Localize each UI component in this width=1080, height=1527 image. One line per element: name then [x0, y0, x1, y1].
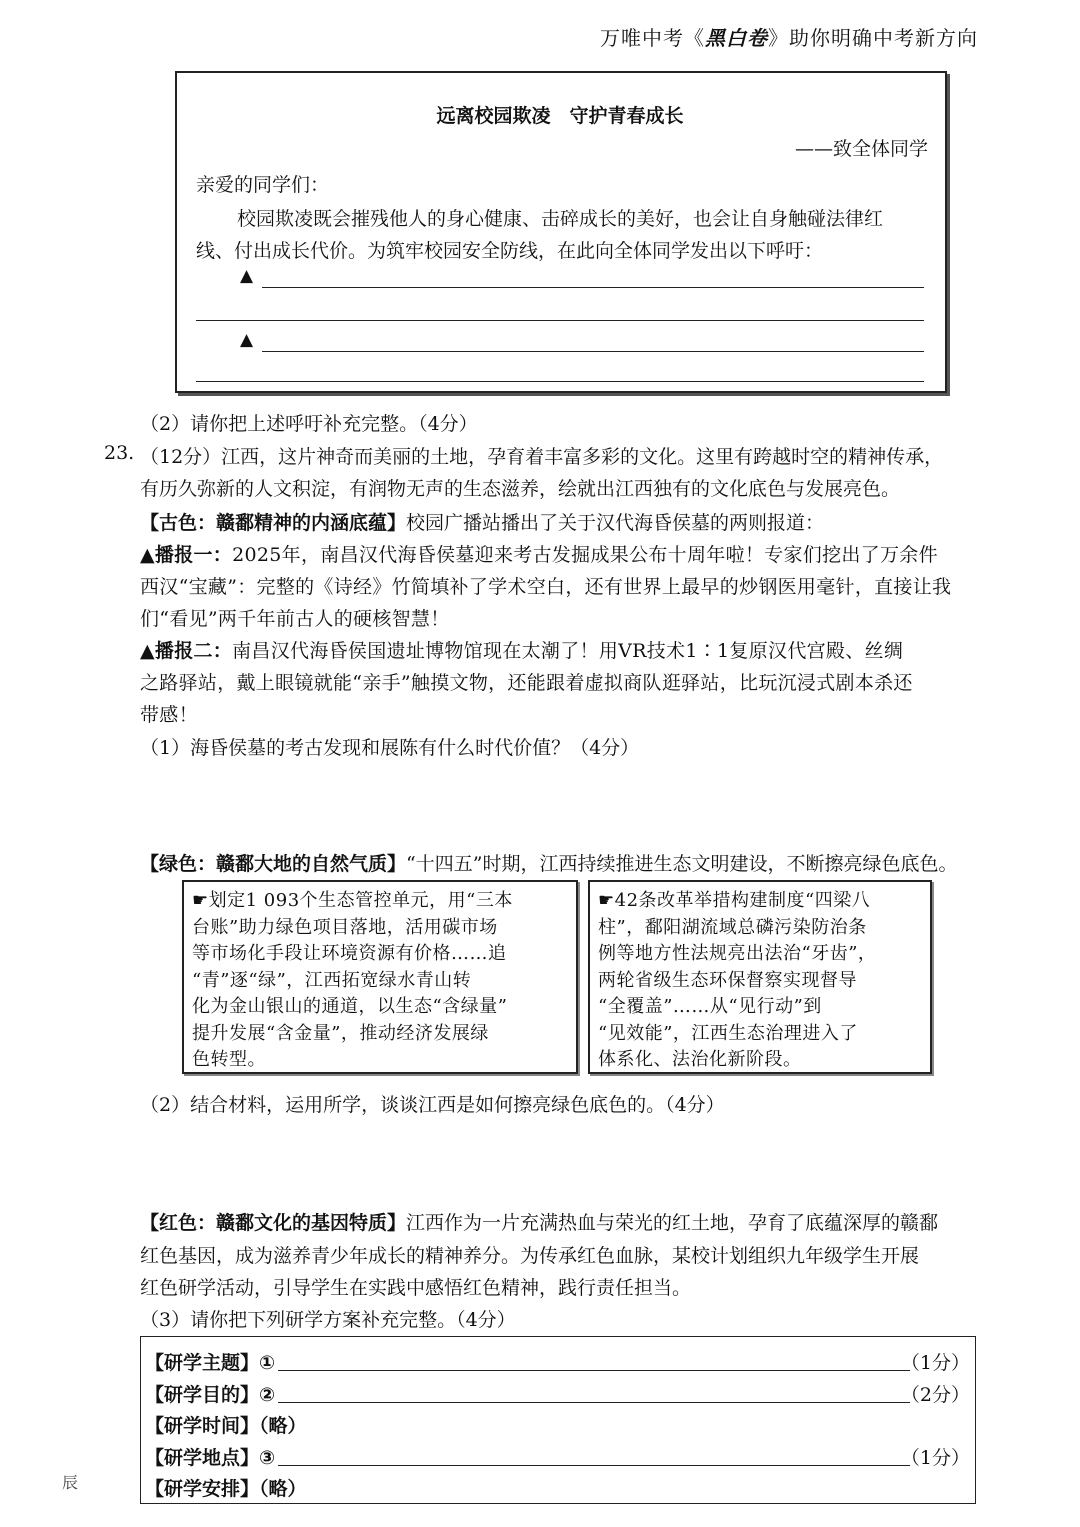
plan-purpose-score: （2分） [900, 1384, 970, 1406]
letter-title: 远离校园欺凌 守护青春成长 [436, 105, 684, 127]
question-23-1: （1）海昏侯墓的考古发现和展陈有什么时代价值？（4分） [140, 737, 640, 759]
broadcast-1-label: ▲播报一： [140, 544, 233, 566]
section-lv [140, 849, 957, 876]
broadcast-2-text: 南昌汉代海昏侯国遗址博物馆现在太潮了！用VR技术1∶1复原汉代宫殿、丝绸 [232, 640, 904, 662]
question-22-2: （2）请你把上述呼吁补充完整。（4分） [140, 413, 478, 435]
section-hong-heading: 【红色：赣鄱文化的基因特质】 [140, 1212, 407, 1234]
section-gu-heading: 【古色：赣鄱精神的内涵底蕴】 [140, 512, 407, 534]
material-right-line: 柱”，鄱阳湖流域总磷污染防治条 [598, 916, 867, 938]
letter-body-line2: 线、付出成长代价。为筑牢校园安全防线，在此向全体同学发出以下呼吁： [196, 240, 824, 262]
answer-line-2[interactable] [196, 320, 924, 321]
section-lv-text: “十四五”时期，江西持续推进生态文明建设，不断擦亮绿色底色。 [406, 853, 958, 875]
material-right-line: “全覆盖”……从“见行动”到 [598, 996, 822, 1017]
material-right-line: “见效能”，江西生态治理进入了 [598, 1022, 858, 1044]
section-hong-line2: 红色基因，成为滋养青少年成长的精神养分。为传承红色血脉，某校计划组织九年级学生开展 [140, 1245, 920, 1267]
material-right-line: 体系化、法治化新阶段。 [598, 1049, 802, 1070]
material-right-line: 例等地方性法规亮出法治“牙齿”， [598, 943, 877, 964]
plan-row-purpose: 【研学目的】② [145, 1384, 276, 1406]
section-gu [140, 508, 824, 535]
plan-theme-score: （1分） [900, 1352, 970, 1374]
plan-theme-answer-line[interactable] [278, 1370, 910, 1371]
q23-intro-line1: （12分）江西，这片神奇而美丽的土地，孕育着丰富多彩的文化。这里有跨越时空的精神传承， [140, 446, 944, 468]
broadcast-2-line3: 带感！ [140, 704, 198, 726]
plan-row-arrangement: 【研学安排】（略） [145, 1478, 307, 1500]
section-hong-line3: 红色研学活动，引导学生在实践中感悟红色精神，践行责任担当。 [140, 1277, 692, 1299]
answer-line-4[interactable] [196, 381, 924, 382]
question-23-3: （3）请你把下列研学方案补充完整。（4分） [140, 1309, 516, 1331]
letter-salutation: 亲爱的同学们： [196, 174, 330, 196]
q23-intro-line2: 有历久弥新的人文积淀，有润物无声的生态滋养，绘就出江西独有的文化底色与发展亮色。 [140, 478, 901, 500]
plan-location-answer-line[interactable] [278, 1465, 910, 1466]
material-left-line: 色转型。 [192, 1049, 266, 1070]
answer-line-3[interactable] [262, 351, 924, 352]
header-suffix: 》助你明确中考新方向 [768, 26, 978, 50]
broadcast-2-line2: 之路驿站，戴上眼镜就能“亲手”触摸文物，还能跟着虚拟商队逛驿站，比玩沉浸式剧本杀还 [140, 672, 913, 694]
plan-row-theme: 【研学主题】① [145, 1352, 276, 1374]
page-header [600, 22, 978, 51]
plan-row-time: 【研学时间】（略） [145, 1415, 307, 1437]
section-hong [140, 1208, 938, 1235]
plan-location-score: （1分） [900, 1447, 970, 1469]
section-hong-text: 江西作为一片充满热血与荣光的红土地，孕育了底蕴深厚的赣鄱 [406, 1212, 939, 1234]
broadcast-1-line1 [140, 540, 938, 567]
material-left-line: “青”逐“绿”，江西拓宽绿水青山转 [192, 969, 472, 991]
material-right-line: ☛42条改革举措构建制度“四梁八 [598, 890, 871, 911]
material-box-left [182, 880, 578, 1074]
plan-row-location: 【研学地点】③ [145, 1447, 276, 1469]
material-left-line: ☛划定1 093个生态管控单元，用“三本 [192, 890, 513, 911]
question-23-2: （2）结合材料，运用所学，谈谈江西是如何擦亮绿色底色的。（4分） [140, 1094, 725, 1116]
broadcast-1-text: 2025年，南昌汉代海昏侯墓迎来考古发掘成果公布十周年啦！专家们挖出了万余件 [232, 544, 938, 566]
plan-purpose-answer-line[interactable] [278, 1402, 910, 1403]
broadcast-1-line2: 西汉“宝藏”：完整的《诗经》竹简填补了学术空白，还有世界上最早的炒钢医用毫针，直接让我 [140, 576, 952, 598]
material-left-line: 提升发展“含金量”，推动经济发展绿 [192, 1022, 489, 1044]
material-right-line: 两轮省级生态环保督察实现督导 [598, 969, 857, 991]
section-gu-text: 校园广播站播出了关于汉代海昏侯墓的两则报道： [406, 512, 825, 534]
broadcast-2-label: ▲播报二： [140, 640, 233, 662]
header-prefix: 万唯中考《 [600, 26, 705, 50]
section-lv-heading: 【绿色：赣鄱大地的自然气质】 [140, 853, 407, 875]
question-23-number: 23. [104, 442, 135, 464]
answer-line-1[interactable] [262, 287, 924, 288]
material-left-line: 台账”助力绿色项目落地，活用碳市场 [192, 916, 498, 938]
letter-subtitle: ——致全体同学 [794, 138, 928, 160]
answer-bullet-2: ▲ [240, 330, 254, 350]
corner-mark: 辰 [62, 1473, 79, 1492]
material-left-line: 化为金山银山的通道，以生态“含绿量” [192, 996, 508, 1017]
header-brand: 黑白卷 [705, 26, 768, 50]
material-left-line: 等市场化手段让环境资源有价格……追 [192, 943, 507, 964]
material-box-right [588, 880, 932, 1074]
letter-body-line1: 校园欺凌既会摧残他人的身心健康、击碎成长的美好，也会让自身触碰法律红 [237, 208, 884, 230]
broadcast-1-line3: 们“看见”两千年前古人的硬核智慧！ [140, 608, 450, 630]
broadcast-2-line1 [140, 636, 903, 663]
answer-bullet-1: ▲ [240, 266, 254, 286]
